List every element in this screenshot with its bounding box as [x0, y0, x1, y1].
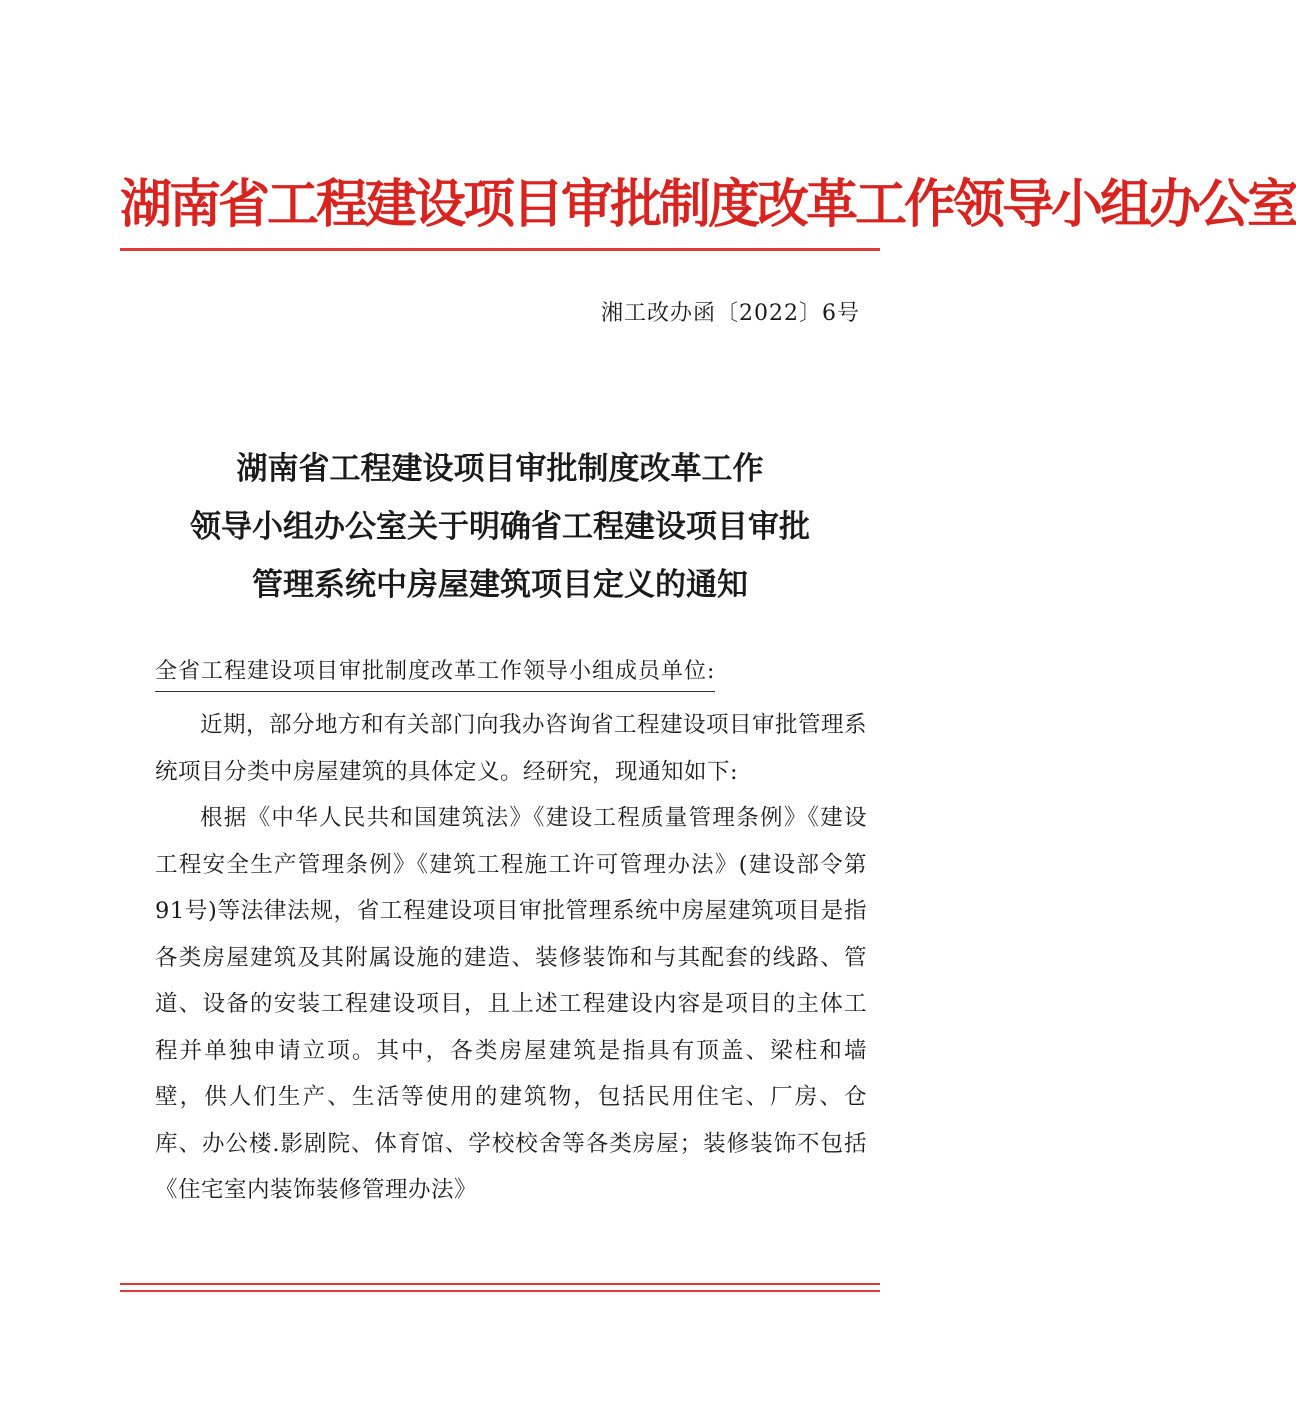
paragraph: 根据《中华人民共和国建筑法》《建设工程质量管理条例》《建设工程安全生产管理条例》《建筑工程施工许可管理办法》(建设部令第91号)等法律法规，省工程建设项目审批管理系统中房屋建筑项目是指各类房屋建筑及其附属设施的建造、装修装饰和与其配套的线路、管道、设备的安装工程建设项目，且上述工程建设内容是项目的主体工程并单独申请立项。其中，各类房屋建筑是指具有顶盖、梁柱和墙壁，供人们生产、生活等使用的建筑物，包括民用住宅、厂房、仓库、办公楼.影剧院、体育馆、学校校舍等各类房屋；装修装饰不包括《住宅室内装饰装修管理办法》: [155, 805, 867, 1203]
title-line-3: 管理系统中房屋建筑项目定义的通知: [252, 567, 748, 603]
footer-rule-upper: [120, 1283, 880, 1285]
paragraph: 近期，部分地方和有关部门向我办咨询省工程建设项目审批管理系统项目分类中房屋建筑的具体定义。经研究，现通知如下:: [155, 712, 868, 785]
footer-rule-lower: [120, 1290, 880, 1292]
header-rule: [120, 248, 880, 251]
title-line-1: 湖南省工程建设项目审批制度改革工作: [236, 451, 764, 487]
body-text: [155, 702, 867, 1214]
org-header: 湖南省工程建设项目审批制度改革工作领导小组办公室: [120, 175, 1296, 235]
title-line-2: 领导小组办公室关于明确省工程建设项目审批: [190, 509, 810, 545]
document-number: 湘工改办函〔2022〕6号: [601, 301, 860, 326]
recipient-line: 全省工程建设项目审批制度改革工作领导小组成员单位:: [155, 656, 715, 692]
document-title: [110, 440, 890, 614]
